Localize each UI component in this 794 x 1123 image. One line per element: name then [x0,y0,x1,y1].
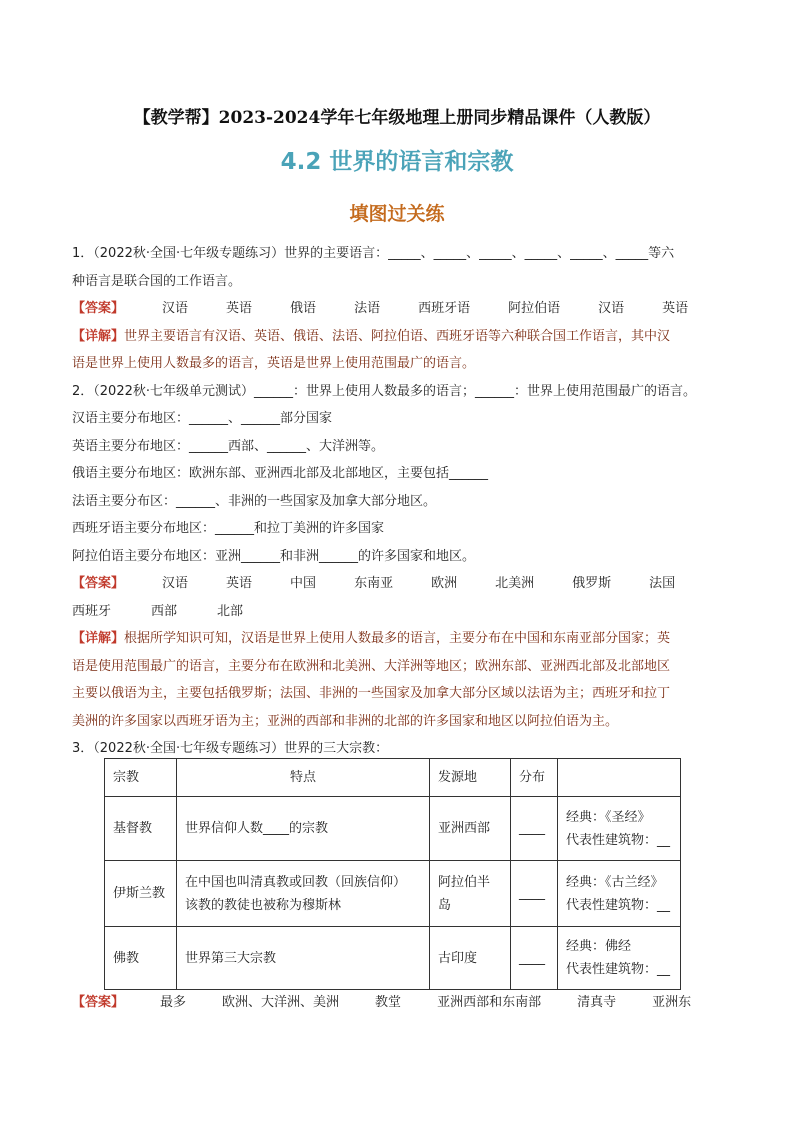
classic-text: 经典：《圣经》 [566,809,651,825]
distribution-cell: ____ [511,927,558,990]
answer-item: 最多 [160,995,187,1010]
distribution-cell: ____ [511,797,558,861]
q2-line4: 俄语主要分布地区：欧洲东部、亚洲西北部及北部地区，主要包括______ [72,466,489,481]
answer-item: 英语 [226,576,253,591]
q2-line1: 2．（2022秋·七年级单元测试）______：世界上使用人数最多的语言；______：世界上使用范围最广的语言。 [72,383,696,399]
classic-text: 经典：佛经 [566,939,632,954]
answer-item: 中国 [290,576,317,591]
answer-item: 清真寺 [577,995,617,1010]
origin-cell: 阿拉伯半岛 [430,861,511,927]
document-header: 【教学帮】2023-2024学年七年级地理上册同步精品课件（人教版） [133,108,661,128]
table-header-cell: 发源地 [430,759,511,797]
classic-cell [558,861,681,927]
q2-line2: 汉语主要分布地区：______、______部分国家 [72,411,333,426]
answer-item: 教堂 [375,995,402,1010]
q2-line6: 西班牙语主要分布地区：______和拉丁美洲的许多国家 [72,521,385,536]
q1-line1: 1．（2022秋·全国·七年级专题练习）世界的主要语言：_____、_____、_____、_____、_____、_____等六 [72,246,675,261]
building-text: 代表性建筑物：__ [566,832,671,848]
table-header-cell: 特点 [177,759,430,797]
answer-item: 东南亚 [354,576,394,591]
q2-line5: 法语主要分布区：______、非洲的一些国家及加拿大部分地区。 [72,493,437,509]
religion-cell: 伊斯兰教 [105,861,177,927]
q3-answer [72,991,691,1010]
answer-label: 【答案】 [72,576,125,591]
q2-detail2: 语是使用范围最广的语言，主要分布在欧洲和北美洲、大洋洲等地区；欧洲东部、亚洲西北部及北部地区 [72,658,671,674]
q2-detail3: 主要以俄语为主，主要包括俄罗斯；法国、非洲的一些国家及加拿大部分区域以法语为主；西班牙和拉丁 [72,686,671,701]
religion-cell: 佛教 [105,927,177,990]
q1-answer [72,295,732,323]
table-row [105,927,681,990]
answer-item: 英语 [662,301,689,316]
feature-cell [177,927,430,990]
q2-line7: 阿拉伯语主要分布地区：亚洲______和非洲______的许多国家和地区。 [72,548,476,564]
section-title: 4.2 世界的语言和宗教 [280,149,514,175]
q1-detail2: 语是世界上使用人数最多的语言，英语是世界上使用范围最广的语言。 [72,356,476,371]
q3-line1: 3．（2022秋·全国·七年级专题练习）世界的三大宗教： [72,741,389,756]
content [72,240,732,763]
q2-line3: 英语主要分布地区：______西部、______、大洋洲等。 [72,438,385,454]
feature-text: 该教的教徒也被称为穆斯林 [185,897,342,913]
table-row [105,861,681,927]
exercise-subtitle: 填图过关练 [349,203,445,225]
answer-item: 亚洲东 [652,995,692,1010]
table-row [105,797,681,861]
detail-text: 世界主要语言有汉语、英语、俄语、法语、阿拉伯语、西班牙语等六种联合国工作语言，其中汉 [124,328,671,344]
building-text: 代表性建筑物：__ [566,962,671,977]
answer-item: 北部 [217,603,244,619]
classic-cell [558,927,681,990]
answer-item: 汉语 [162,301,189,316]
answer-item: 西部 [151,603,178,619]
religion-table [104,758,681,990]
building-text: 代表性建筑物：__ [566,897,671,913]
answer-item: 俄语 [290,301,317,316]
answer-item: 西班牙语 [418,301,471,316]
q1-detail1 [72,323,732,351]
q2-detail4: 美洲的许多国家以西班牙语为主；亚洲的西部和非洲的北部的许多国家和地区以阿拉伯语为主。 [72,713,619,729]
answer-item: 北美洲 [495,576,535,591]
origin-cell: 古印度 [430,927,511,990]
classic-text: 经典：《古兰经》 [566,874,664,890]
table-header-row [105,759,681,797]
detail-label: 【详解】 [72,328,125,344]
feature-text: 世界信仰人数____的宗教 [185,821,329,836]
q2-detail1 [72,625,732,653]
detail-text: 根据所学知识可知，汉语是世界上使用人数最多的语言，主要分布在中国和东南亚部分国家；英 [124,631,671,646]
answer-item: 英语 [226,301,253,316]
answer-label: 【答案】 [72,301,125,316]
answer-item: 汉语 [598,301,625,316]
answer-item: 汉语 [162,576,189,591]
answer-item: 俄罗斯 [572,576,612,591]
table-header-cell: 分布 [511,759,558,797]
q2-answer-cont [72,598,732,626]
answer-item: 西班牙 [72,603,112,619]
origin-cell: 亚洲西部 [430,797,511,861]
answer-item: 欧洲 [431,576,458,591]
answer-item: 欧洲、大洋洲、美洲 [222,995,340,1010]
q1-line2: 种语言是联合国的工作语言。 [72,273,242,289]
detail-label: 【详解】 [72,631,125,646]
q2-answer [72,570,732,598]
feature-cell [177,797,430,861]
classic-cell [558,797,681,861]
table-header-cell [558,759,681,797]
table-header-cell: 宗教 [105,759,177,797]
answer-label: 【答案】 [72,995,125,1010]
answer-item: 亚洲西部和东南部 [437,995,542,1010]
answer-item: 法语 [354,301,381,316]
answer-item: 法国 [649,576,676,591]
feature-text: 世界第三大宗教 [185,950,277,966]
feature-text: 在中国也叫清真教或回教（回族信仰） [185,874,407,890]
distribution-cell: ____ [511,861,558,927]
answer-item: 阿拉伯语 [508,301,561,316]
religion-cell: 基督教 [105,797,177,861]
feature-cell [177,861,430,927]
